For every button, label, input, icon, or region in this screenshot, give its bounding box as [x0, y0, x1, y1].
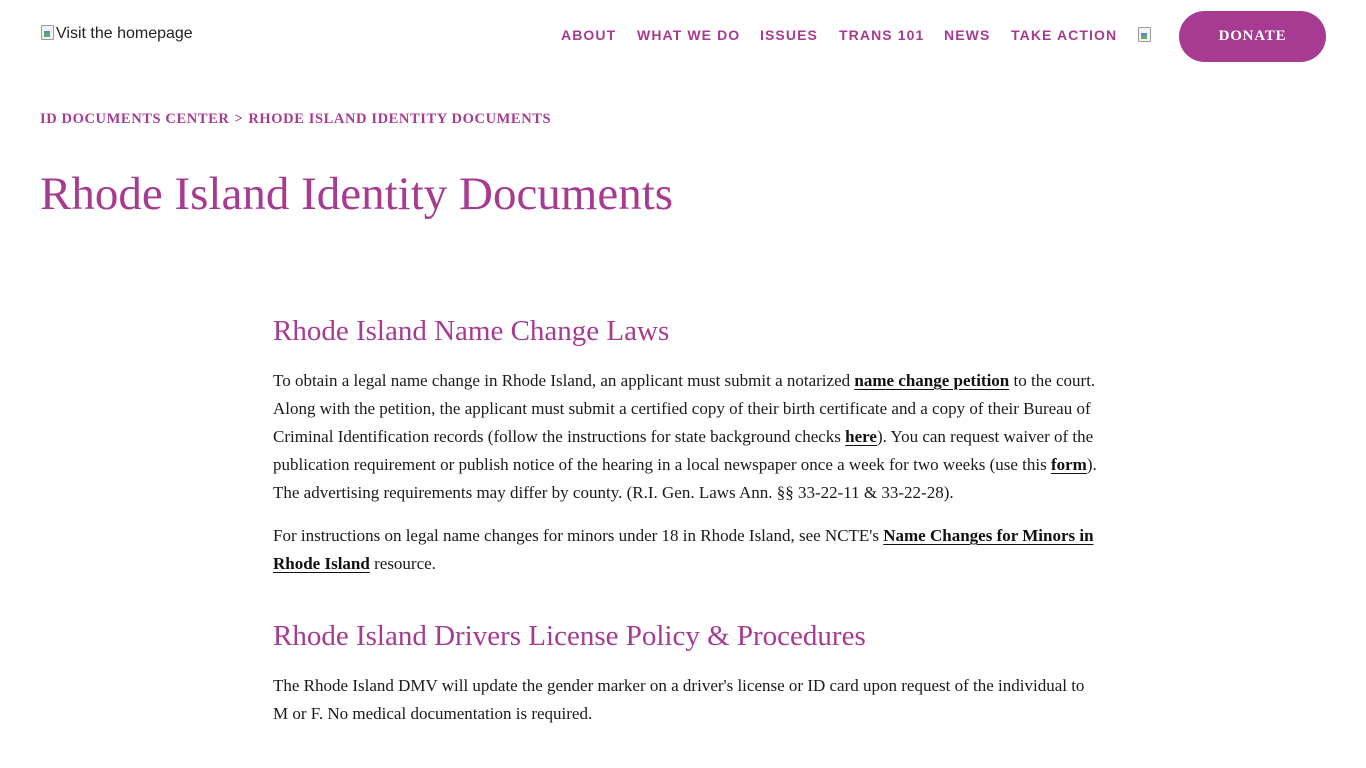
section-heading-name-change: Rhode Island Name Change Laws — [273, 315, 670, 347]
breadcrumb-current-link[interactable]: RHODE ISLAND IDENTITY DOCUMENTS — [248, 111, 552, 127]
main-content — [273, 312, 1103, 728]
nav-item-about[interactable]: ABOUT — [561, 27, 617, 43]
nav-item-what-we-do[interactable]: WHAT WE DO — [637, 27, 741, 43]
nav-item-news[interactable]: NEWS — [944, 27, 991, 43]
nav-item-trans-101[interactable]: TRANS 101 — [839, 27, 925, 43]
paragraph-text: ). The advertising requirements may differ by county. (R.I. Gen. Laws Ann. §§ 33-22-11 & 33-22-28). — [273, 455, 1097, 502]
paragraph-text: ). You can request waiver of the publication requirement or publish notice of the hearing in a local newspaper once a week for two weeks (use this — [273, 427, 1094, 474]
logo-alt-text: Visit the homepage — [56, 25, 193, 42]
minors-name-change-link[interactable]: Name Changes for Minors in Rhode Island — [273, 526, 1094, 573]
nav-item-take-action[interactable]: TAKE ACTION — [1011, 27, 1118, 43]
minors-paragraph — [273, 522, 1103, 578]
paragraph-text: To obtain a legal name change in Rhode Island, an applicant must submit a notarized — [273, 371, 855, 390]
name-change-petition-link[interactable]: name change petition — [854, 371, 1010, 390]
paragraph-text: For instructions on legal name changes for minors under 18 in Rhode Island, see NCTE's — [273, 526, 884, 545]
breadcrumb-separator: > — [234, 111, 244, 127]
nav-item-issues[interactable]: ISSUES — [760, 27, 818, 43]
background-check-link[interactable]: here — [845, 427, 877, 446]
paragraph-text: resource. — [369, 554, 436, 573]
breadcrumb — [40, 110, 551, 128]
search-button[interactable] — [1137, 26, 1153, 42]
site-header — [0, 0, 1366, 72]
donate-button[interactable]: DONATE — [1179, 11, 1326, 62]
breadcrumb-parent-link[interactable]: ID DOCUMENTS CENTER — [40, 111, 230, 127]
logo-link[interactable] — [40, 24, 193, 44]
name-change-paragraph — [273, 367, 1103, 507]
publication-form-link[interactable]: form — [1050, 455, 1087, 474]
page-title: Rhode Island Identity Documents — [40, 168, 674, 220]
section-heading-drivers-license: Rhode Island Drivers License Policy & Procedures — [273, 620, 866, 652]
broken-image-icon — [1137, 26, 1151, 42]
broken-image-icon — [40, 24, 54, 40]
paragraph-text: to the court. Along with the petition, the applicant must submit a certified copy of their birth certificate and a copy of their Bureau of Criminal Identification records (follow the instructions for state background checks — [273, 371, 1096, 446]
drivers-license-paragraph: The Rhode Island DMV will update the gender marker on a driver's license or ID card upon request of the individual to M or F. No medical documentation is required. — [273, 676, 1085, 723]
